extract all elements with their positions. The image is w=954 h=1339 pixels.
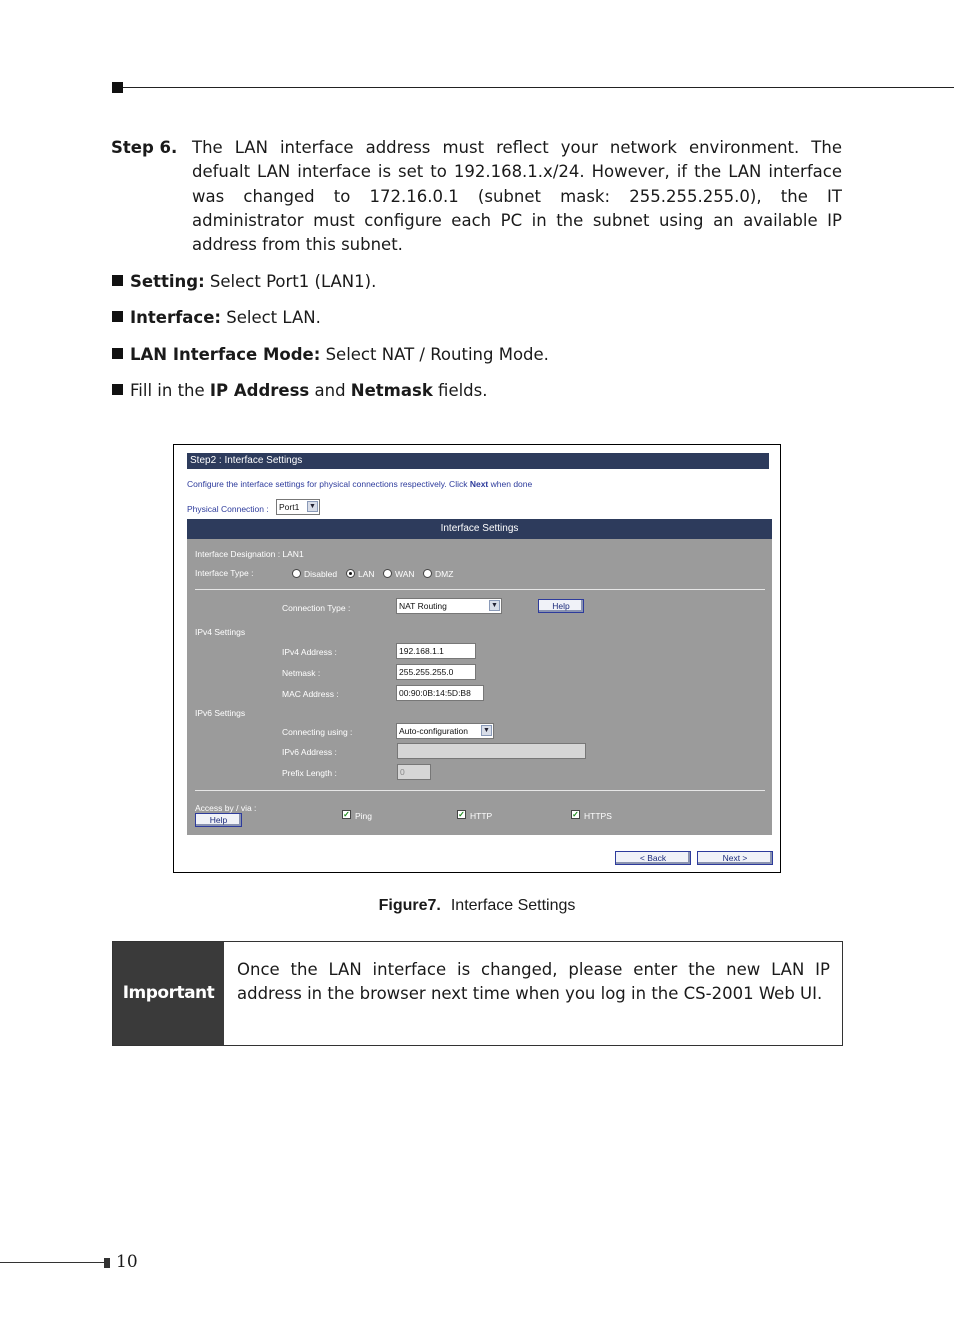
step-label: Step 6. [111,138,178,157]
radio-dmz-label: DMZ [435,569,454,579]
chevron-down-icon: ▼ [307,501,318,512]
bullet-setting: Setting: Select Port1 (LAN1). [112,271,376,293]
caption-text: Interface Settings [450,897,576,914]
physical-connection-label: Physical Connection : [187,504,269,514]
radio-disabled[interactable] [292,569,301,578]
panel-title: Interface Settings [187,519,772,539]
ping-label: Ping [355,811,373,821]
bullet-interface: Interface: Select LAN. [112,307,321,329]
help-button[interactable]: Help [538,599,584,613]
bullet-square [112,275,123,286]
footer-marker [104,1258,110,1268]
header-square [112,82,123,93]
http-label: HTTP [470,811,493,821]
ipv4-section-label: IPv4 Settings [195,627,246,637]
divider [195,790,765,791]
mac-address-input[interactable]: 00:90:0B:14:5D:B8 [396,685,484,701]
radio-lan-label: LAN [358,569,375,579]
divider [195,589,765,590]
netmask-label: Netmask : [282,668,321,678]
ipv6-address-label: IPv6 Address : [282,747,337,757]
radio-dmz[interactable] [423,569,432,578]
radio-wan[interactable] [383,569,392,578]
mac-address-label: MAC Address : [282,689,339,699]
radio-lan[interactable] [346,569,355,578]
physical-connection-select[interactable]: Port1 ▼ [276,499,320,515]
caption-label: Figure7. [378,897,441,914]
connection-type-select[interactable]: NAT Routing ▼ [396,598,502,614]
connection-type-label: Connection Type : [282,603,351,613]
ipv4-address-input[interactable]: 192.168.1.1 [396,643,476,659]
interface-type-label: Interface Type : [195,568,254,578]
bullet-square [112,348,123,359]
netmask-input[interactable]: 255.255.255.0 [396,664,476,680]
prefix-length-input[interactable]: 0 [397,764,431,780]
https-checkbox[interactable]: ✓ [572,810,579,819]
bullet-square [112,384,123,395]
chevron-down-icon: ▼ [489,600,500,611]
ping-checkbox[interactable]: ✓ [343,810,350,819]
ipv6-address-input[interactable] [397,743,586,759]
bullet-lan-mode: LAN Interface Mode: Select NAT / Routing Mode. [112,344,549,366]
page-number: 10 [116,1252,138,1272]
important-note [112,941,843,1046]
prefix-length-label: Prefix Length : [282,768,337,778]
back-button[interactable]: < Back [615,851,691,865]
bullet-fill-fields: Fill in the IP Address and Netmask fields. [112,380,488,402]
important-label: Important [113,942,224,1045]
step2-title-bar: Step2 : Interface Settings [187,453,769,469]
figure-caption [0,897,954,915]
radio-wan-label: WAN [395,569,415,579]
https-label: HTTPS [584,811,612,821]
instruction-text: Configure the interface settings for physical connections respectively. Click Next when done [187,479,533,489]
header-rule [123,87,954,88]
step-text: The LAN interface address must reflect your network environment. The defualt LAN interface is set to 192.168.1.x/24. However, if the LAN interface was changed to 172.16.0.1 (subnet mask: 255.255.255.0), the IT administrator must configure each PC in the subnet using an available IP address from this subnet. [192,138,842,255]
connecting-using-label: Connecting using : [282,727,353,737]
next-button[interactable]: Next > [697,851,773,865]
footer-rule [0,1262,104,1263]
http-checkbox[interactable]: ✓ [458,810,465,819]
interface-settings-figure [173,444,781,873]
ipv6-section-label: IPv6 Settings [195,708,246,718]
important-text: Once the LAN interface is changed, please enter the new LAN IP address in the browser next time when you log in the CS-2001 Web UI. [237,960,830,1004]
chevron-down-icon: ▼ [481,725,492,736]
settings-panel [187,539,772,835]
access-label: Access by / via : [195,803,257,813]
radio-disabled-label: Disabled [304,569,338,579]
bullet-square [112,311,123,322]
connecting-using-select[interactable]: Auto-configuration ▼ [396,723,494,739]
ipv4-address-label: IPv4 Address : [282,647,337,657]
interface-designation: Interface Designation : LAN1 [195,549,304,559]
access-help-button[interactable]: Help [195,813,242,827]
